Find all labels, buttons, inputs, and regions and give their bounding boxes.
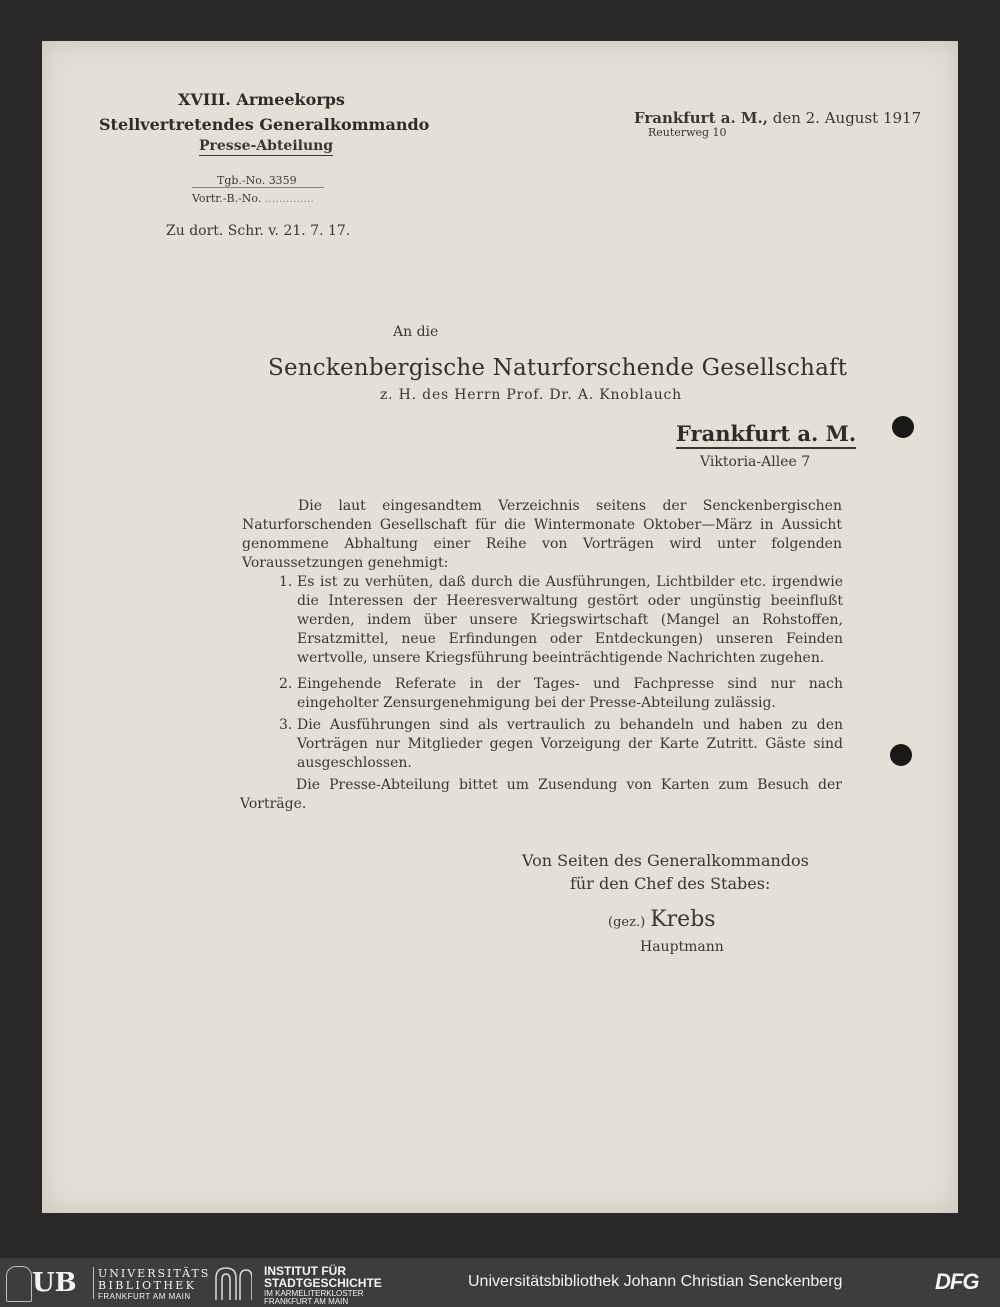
an-die: An die [393, 324, 439, 340]
gez-label: (gez.) [608, 915, 646, 930]
isg-logo-icon [214, 1266, 252, 1300]
footer-bar [0, 1258, 1000, 1307]
ub-line-1: UNIVERSITÄTS [98, 1267, 211, 1280]
letter-page [42, 41, 958, 1213]
isg-line-3: IM KARMELITERKLOSTER [264, 1289, 364, 1298]
isg-line-4: FRANKFURT AM MAIN [264, 1297, 349, 1306]
date: den 2. August 1917 [772, 109, 922, 127]
signer-rank: Hauptmann [640, 939, 724, 955]
vortr-dots: .............. [264, 192, 314, 205]
signature-line-2: für den Chef des Stabes: [570, 874, 771, 893]
department-heading: Presse-Abteilung [199, 138, 334, 154]
corps-heading: XVIII. Armeekorps [178, 90, 345, 109]
list-text: Es ist zu verhüten, daß durch die Ausführungen, Lichtbilder etc. irgendwie die Interessen der Heeresverwaltung gestört oder ungünstig beeinflußt werden, indem über unsere Kriegswirtschaft (Mangel an Rohstoffen, Ersatzmittel, neue Erfindungen oder Entdeckungen) unseren Feinden wertvolle, unsere Kriegsführung beeinträchtigende Nachrichten zugehen. [297, 574, 843, 666]
place-date [634, 109, 921, 127]
isg-line-1: INSTITUT FÜR [264, 1264, 346, 1278]
vortr-number [192, 192, 314, 205]
place: Frankfurt a. M., [634, 109, 768, 127]
recipient-city: Frankfurt a. M. [676, 421, 856, 449]
isg-line-2: STADTGESCHICHTE [264, 1276, 382, 1290]
list-text: Eingehende Referate in der Tages- und Fachpresse sind nur nach eingeholter Zensurgenehmigung bei der Presse-Abteilung zulässig. [297, 676, 843, 711]
recipient-address: Viktoria-Allee 7 [700, 454, 811, 470]
command-heading: Stellvertretendes Generalkommando [99, 115, 430, 134]
signer-name: Krebs [650, 907, 716, 932]
list-text: Die Ausführungen sind als vertraulich zu behandeln und haben zu den Vorträgen nur Mitglieder gegen Vorzeigung der Karte Zutritt. Gäste sind ausgeschlossen. [297, 717, 843, 771]
footer-divider [93, 1267, 94, 1299]
list-number: 2. [279, 676, 293, 692]
list-number: 1. [279, 574, 293, 590]
recipient-attention: z. H. des Herrn Prof. Dr. A. Knoblauch [380, 387, 682, 403]
vortr-label: Vortr.-B.-No. [192, 192, 262, 205]
signature-line-1: Von Seiten des Generalkommandos [522, 851, 809, 870]
list-item [279, 716, 843, 773]
list-number: 3. [279, 717, 293, 733]
ub-line-3: FRANKFURT AM MAIN [98, 1292, 191, 1301]
portrait-logo-icon [6, 1266, 32, 1302]
tgb-number [192, 174, 324, 188]
intro-paragraph: Die laut eingesandtem Verzeichnis seitens der Senckenbergischen Naturforschenden Gesellschaft für die Wintermonate Oktober—März in Aussicht genommene Abhaltung einer Reihe von Vorträgen wird unter folgenden Voraussetzungen genehmigt: [242, 498, 842, 571]
signature [608, 907, 716, 932]
recipient-name: Senckenbergische Naturforschende Gesellschaft [268, 355, 848, 381]
ub-logo: UB [32, 1268, 77, 1298]
list-item [279, 573, 843, 668]
reference-line: Zu dort. Schr. v. 21. 7. 17. [166, 223, 351, 239]
punch-hole [892, 416, 914, 438]
closing-paragraph: Die Presse-Abteilung bittet um Zusendung von Karten zum Besuch der Vorträge. [240, 777, 842, 812]
street: Reuterweg 10 [648, 126, 727, 139]
list-item [279, 675, 843, 713]
tgb-value: 3359 [268, 174, 297, 187]
punch-hole [890, 744, 912, 766]
dfg-logo: DFG [935, 1269, 979, 1294]
ub-line-2: BIBLIOTHEK [98, 1279, 197, 1292]
library-name: Universitätsbibliothek Johann Christian Senckenberg [468, 1273, 843, 1290]
tgb-label: Tgb.-No. [217, 174, 266, 187]
